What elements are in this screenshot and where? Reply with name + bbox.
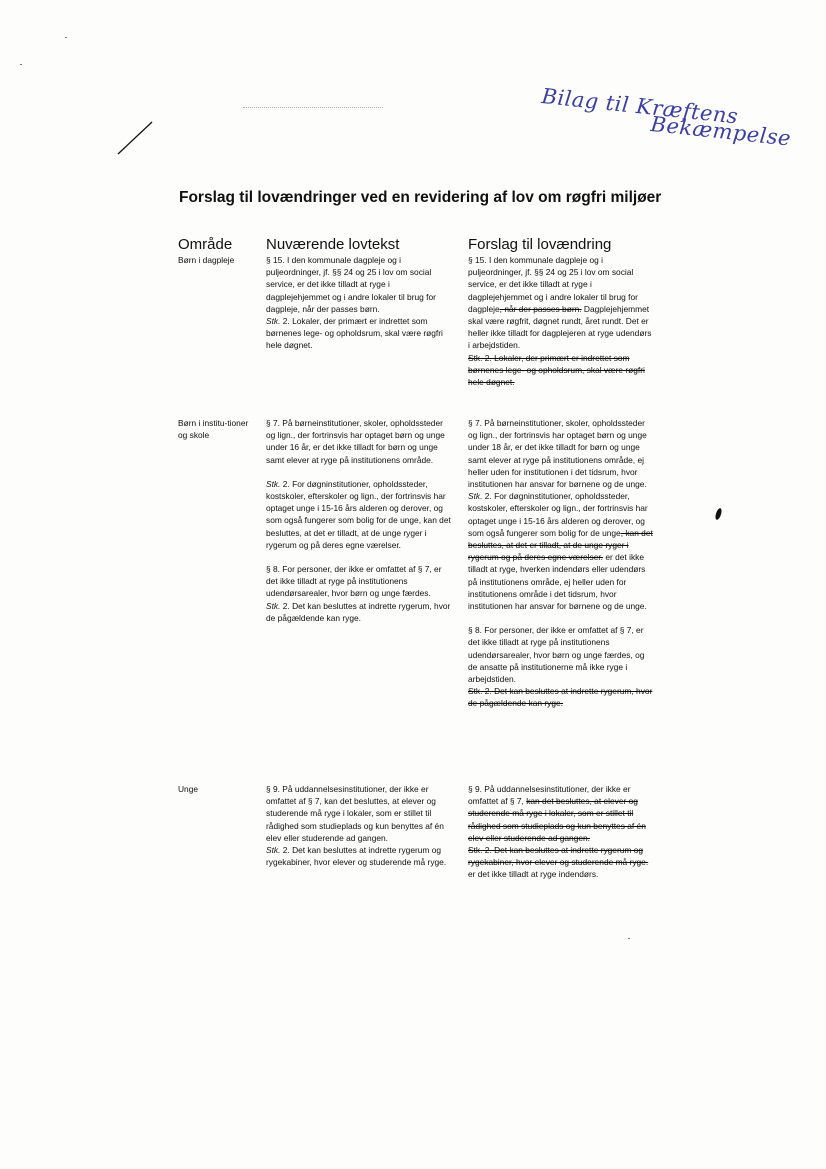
law-paragraph — [468, 844, 654, 881]
current-law-text — [266, 783, 452, 868]
handwritten-note-line1: Bilag til Kræftens — [540, 84, 740, 129]
header-proposal: Forslag til lovændring — [468, 236, 612, 253]
law-text: 2. For døgninstitutioner, opholdssteder, kostskoler, efterskoler og lign., der fortrinsvis har optaget unge i 15-16 års alderen og derover, og som også fungerer som bolig for de unge, kan det besluttes, at det er tilladt, at de unge ryger i rygerum og på deres egne værelser. — [266, 478, 451, 550]
proposal-text — [468, 783, 654, 881]
ink-spot — [714, 508, 722, 521]
law-text: § 8. For personer, der ikke er omfattet af § 7, er det ikke tilladt at ryge på institutionens udendørsarealer, hvor børn og unge færdes. — [266, 564, 442, 599]
law-text: 2. For døgninstitutioner, opholdssteder, kostskoler, efterskoler og lign., der fortrinsvis har optaget unge i 15-16 års alderen og derover, og som også fungerer som bolig for de unge — [468, 491, 648, 538]
law-text: 2. Lokaler, der primært er indrettet som børnenes lege- og opholdsrum, skal være røgfri hele døgnet. — [266, 316, 443, 351]
law-text: § 9. På uddannelsesinstitutioner, der ikke er omfattet af § 7, — [468, 784, 631, 807]
stk-label: Stk. — [266, 845, 281, 856]
law-paragraph — [266, 417, 452, 466]
law-paragraph — [266, 844, 452, 868]
current-law-text — [266, 417, 452, 624]
law-text: Dagplejehjemmet skal være røgfrit, døgnet rundt, året rundt. Det er heller ikke tilladt for dagplejeren at ryge udendørs i arbejdstiden. — [468, 303, 652, 351]
law-text: § 15. I den kommunale dagpleje og i puljeordninger, jf. §§ 24 og 25 i lov om social service, er det ikke tilladt at ryge i dagplejehjemmet og i andre lokaler til brug for dagpleje — [468, 255, 638, 314]
pen-slash-mark — [110, 120, 160, 160]
paragraph-gap — [266, 551, 452, 563]
law-text: § 9. På uddannelsesinstitutioner, der ikke er omfattet af § 7, kan det besluttes, at elever og studerende må ryge i lokaler, som er stillet til rådighed som studieplads og kun benyttes af én elev eller studerende ad gangen. — [266, 784, 444, 843]
paragraph-gap — [468, 612, 654, 624]
law-text: § 15. I den kommunale dagpleje og i puljeordninger, jf. §§ 24 og 25 i lov om social service, er det ikke tilladt at ryge i dagplejehjemmet og i andre lokaler til brug for dagpleje, når der passes børn. — [266, 255, 436, 314]
law-paragraph — [468, 783, 654, 844]
row-area-label: Børn i dagpleje — [178, 255, 235, 265]
stk-label: Stk. — [266, 600, 281, 611]
law-text: er det ikke tilladt at ryge, hverken indendørs eller udendørs på institutionens område, ej heller uden for institutionens område i det tidsrum, hvor institutionen har ansvar for børnene og de unge. — [468, 552, 647, 612]
scan-speck — [628, 938, 630, 939]
stk-label: Stk. — [266, 316, 281, 327]
header-current-law: Nuværende lovtekst — [266, 236, 400, 253]
deleted-text: , kan det besluttes, at det er tilladt, at de unge ryger i rygerum og på deres egne værelser. — [468, 527, 653, 563]
stk-label: Stk. — [266, 478, 281, 489]
header-area: Område — [178, 236, 233, 253]
deleted-text: Stk. 2. Det kan besluttes at indrette rygerum, hvor de pågældende kan ryge. — [468, 686, 653, 709]
proposal-text — [468, 417, 654, 710]
current-law-text — [266, 254, 452, 352]
law-text: § 8. For personer, der ikke er omfattet af § 7, er det ikke tilladt at ryge på institutionens udendørsarealer, hvor børn og unge færdes, og de ansatte på institutionerne må ikke ryge i arbejdstiden. — [468, 625, 645, 685]
law-text: er det ikke tilladt at ryge indendørs. — [468, 869, 599, 880]
law-paragraph — [266, 600, 452, 624]
proposal-text — [468, 254, 654, 388]
deleted-text: kan det besluttes, at elever og studerende må ryge i lokaler, som er stillet til rådighed som studieplads og kun benyttes af én elev eller studerende ad gangen. — [468, 796, 646, 843]
row-area-label: Unge — [178, 784, 199, 794]
document-title: Forslag til lovændringer ved en revidering af lov om røgfri miljøer — [179, 189, 662, 206]
paragraph-gap — [266, 466, 452, 478]
faint-scan-line — [243, 107, 383, 108]
stk-label: Stk. — [468, 491, 483, 502]
law-paragraph — [468, 417, 654, 490]
law-text: § 7. På børneinstitutioner, skoler, opholdssteder og lign., der fortrinsvis har optaget børn og unge under 16 år, er det ikke tilladt for børn og unge samt elever at ryge på institutionens område. — [266, 418, 445, 465]
law-paragraph — [468, 624, 654, 685]
law-paragraph — [468, 352, 654, 389]
deleted-text: , når der passes børn. — [499, 303, 582, 314]
row-area-label: Børn i institu-tioner og skole — [178, 418, 249, 441]
scan-speck — [65, 37, 67, 38]
law-paragraph — [468, 254, 654, 352]
law-text: 2. Det kan besluttes at indrette rygerum, hvor de pågældende kan ryge. — [266, 600, 451, 623]
law-paragraph — [266, 563, 452, 600]
scan-speck — [20, 64, 22, 65]
law-text: 2. Det kan besluttes at indrette rygerum og rygekabiner, hvor elever og studerende må ryge. — [266, 845, 447, 868]
law-text: § 7. På børneinstitutioner, skoler, opholdssteder og lign., der fortrinsvis har optaget børn og unge under 18 år, er det ikke tilladt for børn og unge samt elever at ryge på institutionens område, ej heller uden for institutionen i det tidsrum, hvor institutionen har ansvar for børnene og de unge. — [468, 418, 647, 490]
deleted-text: Stk. 2. Det kan besluttes at indrette rygerum og rygekabiner, hvor elever og studerende må ryge. — [468, 845, 649, 868]
law-paragraph — [266, 478, 452, 551]
law-paragraph — [266, 783, 452, 844]
law-paragraph — [266, 254, 452, 315]
deleted-text: Stk. 2. Lokaler, der primært er indrettet som børnenes lege- og opholdsrum, skal være røgfri hele døgnet. — [468, 352, 645, 388]
handwritten-note-line2: Bekæmpelse — [649, 112, 793, 151]
law-paragraph — [266, 315, 452, 352]
law-paragraph — [468, 685, 654, 709]
law-paragraph — [468, 490, 654, 612]
